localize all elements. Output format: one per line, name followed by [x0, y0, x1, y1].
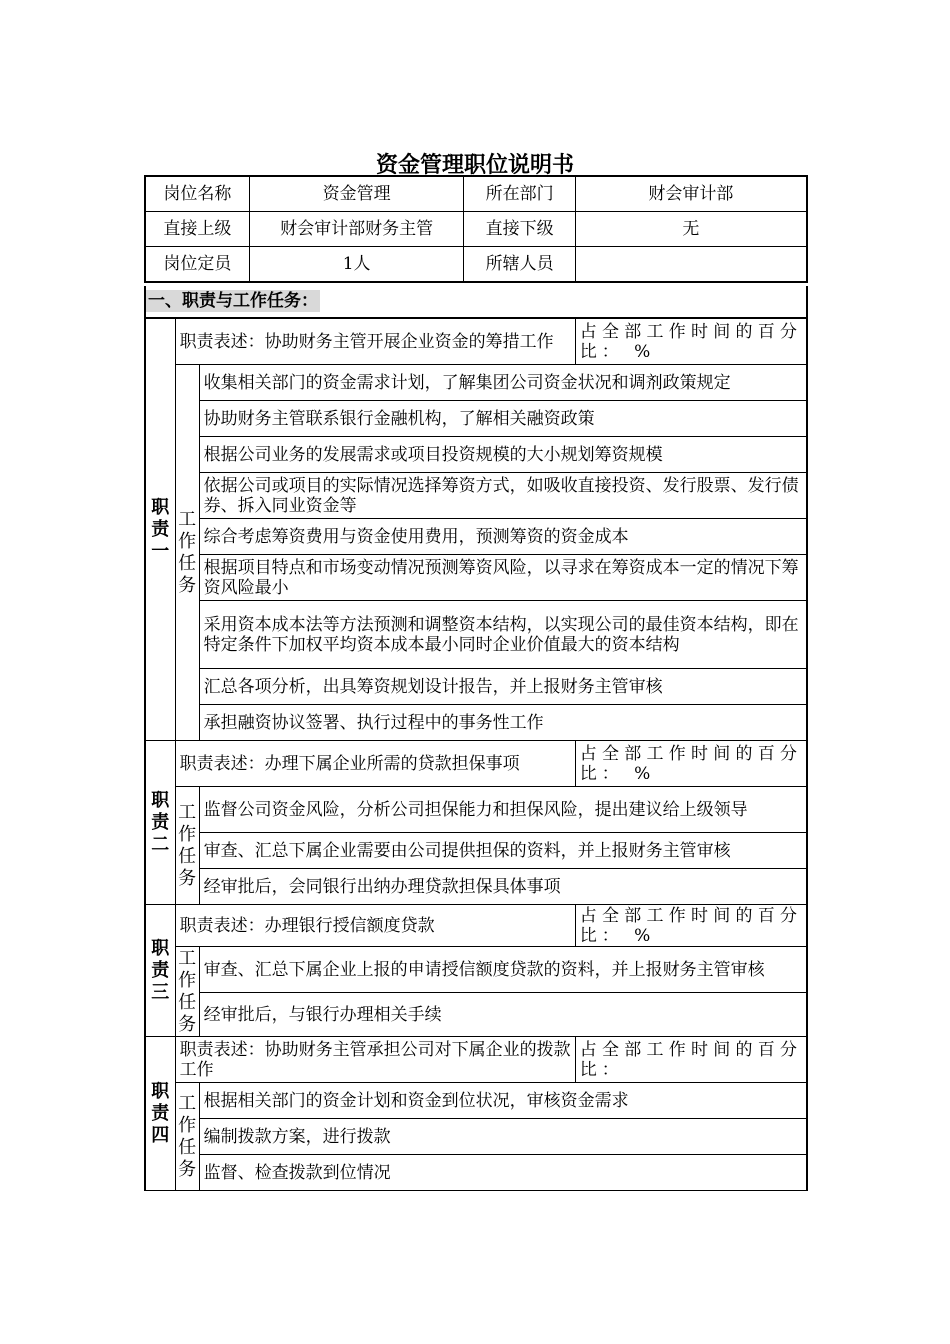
duty-description: 职责表述：办理银行授信额度贷款 — [175, 905, 575, 947]
section-heading-text: 一、职责与工作任务： — [148, 291, 318, 311]
task-item: 监督公司资金风险，分析公司担保能力和担保风险，提出建议给上级领导 — [199, 787, 807, 833]
value-superior: 财会审计部财务主管 — [249, 212, 464, 247]
task-item: 依据公司或项目的实际情况选择筹资方式，如吸收直接投资、发行股票、发行债券、拆入同业资金等 — [199, 473, 807, 519]
basic-info-table — [144, 175, 808, 283]
time-percentage: 占全部工作时间的百分比： — [575, 1037, 807, 1083]
duty-label: 职责二 — [145, 741, 175, 905]
task-row — [145, 437, 807, 473]
task-row — [145, 869, 807, 905]
task-row — [145, 401, 807, 437]
task-row — [145, 787, 807, 833]
task-item: 收集相关部门的资金需求计划，了解集团公司资金状况和调剂政策规定 — [199, 365, 807, 401]
value-department: 财会审计部 — [575, 176, 807, 212]
task-item: 综合考虑筹资费用与资金使用费用，预测筹资的资金成本 — [199, 519, 807, 555]
info-row — [145, 176, 807, 212]
task-item: 根据项目特点和市场变动情况预测筹资风险，以寻求在筹资成本一定的情况下筹资风险最小 — [199, 555, 807, 601]
value-managed-staff — [575, 247, 807, 283]
task-row — [145, 669, 807, 705]
task-item: 审查、汇总下属企业需要由公司提供担保的资料，并上报财务主管审核 — [199, 833, 807, 869]
duty-label: 职责四 — [145, 1037, 175, 1191]
value-headcount: 1人 — [249, 247, 464, 283]
task-item: 根据相关部门的资金计划和资金到位状况，审核资金需求 — [199, 1083, 807, 1119]
task-row — [145, 947, 807, 993]
task-row — [145, 1119, 807, 1155]
task-item: 协助财务主管联系银行金融机构，了解相关融资政策 — [199, 401, 807, 437]
duty-description-row — [145, 905, 807, 947]
duty-description-row — [145, 319, 807, 365]
label-superior: 直接上级 — [145, 212, 249, 247]
duty-description: 职责表述：协助财务主管开展企业资金的筹措工作 — [175, 319, 575, 365]
task-item: 经审批后，会同银行出纳办理贷款担保具体事项 — [199, 869, 807, 905]
label-managed-staff: 所辖人员 — [464, 247, 575, 283]
label-headcount: 岗位定员 — [145, 247, 249, 283]
task-item: 经审批后，与银行办理相关手续 — [199, 993, 807, 1037]
duty-label: 职责三 — [145, 905, 175, 1037]
task-row — [145, 1155, 807, 1191]
work-task-label: 工作任务 — [175, 1083, 199, 1191]
label-subordinate: 直接下级 — [464, 212, 575, 247]
duty-description: 职责表述：办理下属企业所需的贷款担保事项 — [175, 741, 575, 787]
task-row — [145, 519, 807, 555]
value-subordinate: 无 — [575, 212, 807, 247]
info-row — [145, 247, 807, 283]
task-row — [145, 833, 807, 869]
task-item: 根据公司业务的发展需求或项目投资规模的大小规划筹资规模 — [199, 437, 807, 473]
task-row — [145, 705, 807, 741]
work-task-label: 工作任务 — [175, 365, 199, 741]
duty-description-row — [145, 741, 807, 787]
time-percentage: 占全部工作时间的百分比： % — [575, 741, 807, 787]
time-percentage: 占全部工作时间的百分比： % — [575, 905, 807, 947]
time-percentage: 占全部工作时间的百分比： % — [575, 319, 807, 365]
task-row — [145, 993, 807, 1037]
label-position-title: 岗位名称 — [145, 176, 249, 212]
task-item: 承担融资协议签署、执行过程中的事务性工作 — [199, 705, 807, 741]
duty-label: 职责一 — [145, 319, 175, 741]
duty-description-row — [145, 1037, 807, 1083]
task-item: 编制拨款方案，进行拨款 — [199, 1119, 807, 1155]
task-row — [145, 601, 807, 669]
task-row — [145, 1083, 807, 1119]
duty-description: 职责表述：协助财务主管承担公司对下属企业的拨款工作 — [175, 1037, 575, 1083]
task-item: 监督、检查拨款到位情况 — [199, 1155, 807, 1191]
work-task-label: 工作任务 — [175, 787, 199, 905]
work-task-label: 工作任务 — [175, 947, 199, 1037]
document-title: 资金管理职位说明书 — [375, 153, 574, 178]
value-position-title: 资金管理 — [249, 176, 464, 212]
section-heading — [144, 286, 808, 318]
label-department: 所在部门 — [464, 176, 575, 212]
task-row — [145, 365, 807, 401]
task-row — [145, 473, 807, 519]
task-row — [145, 555, 807, 601]
duties-table — [144, 318, 808, 1191]
task-item: 汇总各项分析，出具筹资规划设计报告，并上报财务主管审核 — [199, 669, 807, 705]
info-row — [145, 212, 807, 247]
task-item: 审查、汇总下属企业上报的申请授信额度贷款的资料，并上报财务主管审核 — [199, 947, 807, 993]
task-item: 采用资本成本法等方法预测和调整资本结构，以实现公司的最佳资本结构，即在特定条件下加权平均资本成本最小同时企业价值最大的资本结构 — [199, 601, 807, 669]
